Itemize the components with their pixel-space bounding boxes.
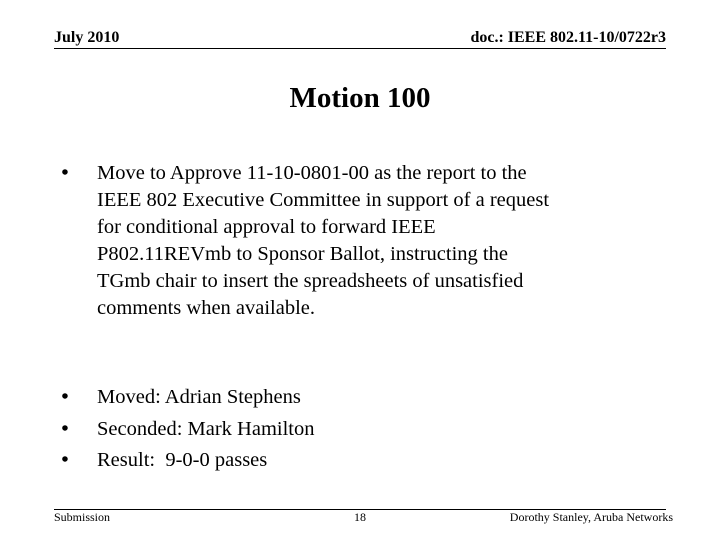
slide-title: Motion 100 xyxy=(289,82,431,114)
moved-by-text: Moved: Adrian Stephens xyxy=(97,386,301,408)
bullet-icon: • xyxy=(61,162,69,184)
header-date: July 2010 xyxy=(54,29,120,46)
motion-line: for conditional approval to forward IEEE xyxy=(97,216,436,238)
footer-submission: Submission xyxy=(54,510,111,524)
motion-line: IEEE 802 Executive Committee in support of a request xyxy=(97,189,550,211)
header-divider xyxy=(54,48,666,49)
motion-line: comments when available. xyxy=(97,297,316,319)
header-doc-id: doc.: IEEE 802.11-10/0722r3 xyxy=(470,29,666,46)
footer-author: Dorothy Stanley, Aruba Networks xyxy=(509,510,673,524)
motion-line: P802.11REVmb to Sponsor Ballot, instructing the xyxy=(97,243,508,265)
motion-line: Move to Approve 11-10-0801-00 as the report to the xyxy=(97,162,527,184)
page-number: 18 xyxy=(354,510,366,524)
bullet-icon: • xyxy=(61,449,69,471)
motion-text xyxy=(97,160,677,322)
result-text: Result: 9-0-0 passes xyxy=(97,449,268,471)
bullet-icon: • xyxy=(61,386,69,408)
seconded-by-text: Seconded: Mark Hamilton xyxy=(97,418,315,440)
bullet-icon: • xyxy=(61,418,69,440)
motion-line: TGmb chair to insert the spreadsheets of unsatisfied xyxy=(97,270,524,292)
